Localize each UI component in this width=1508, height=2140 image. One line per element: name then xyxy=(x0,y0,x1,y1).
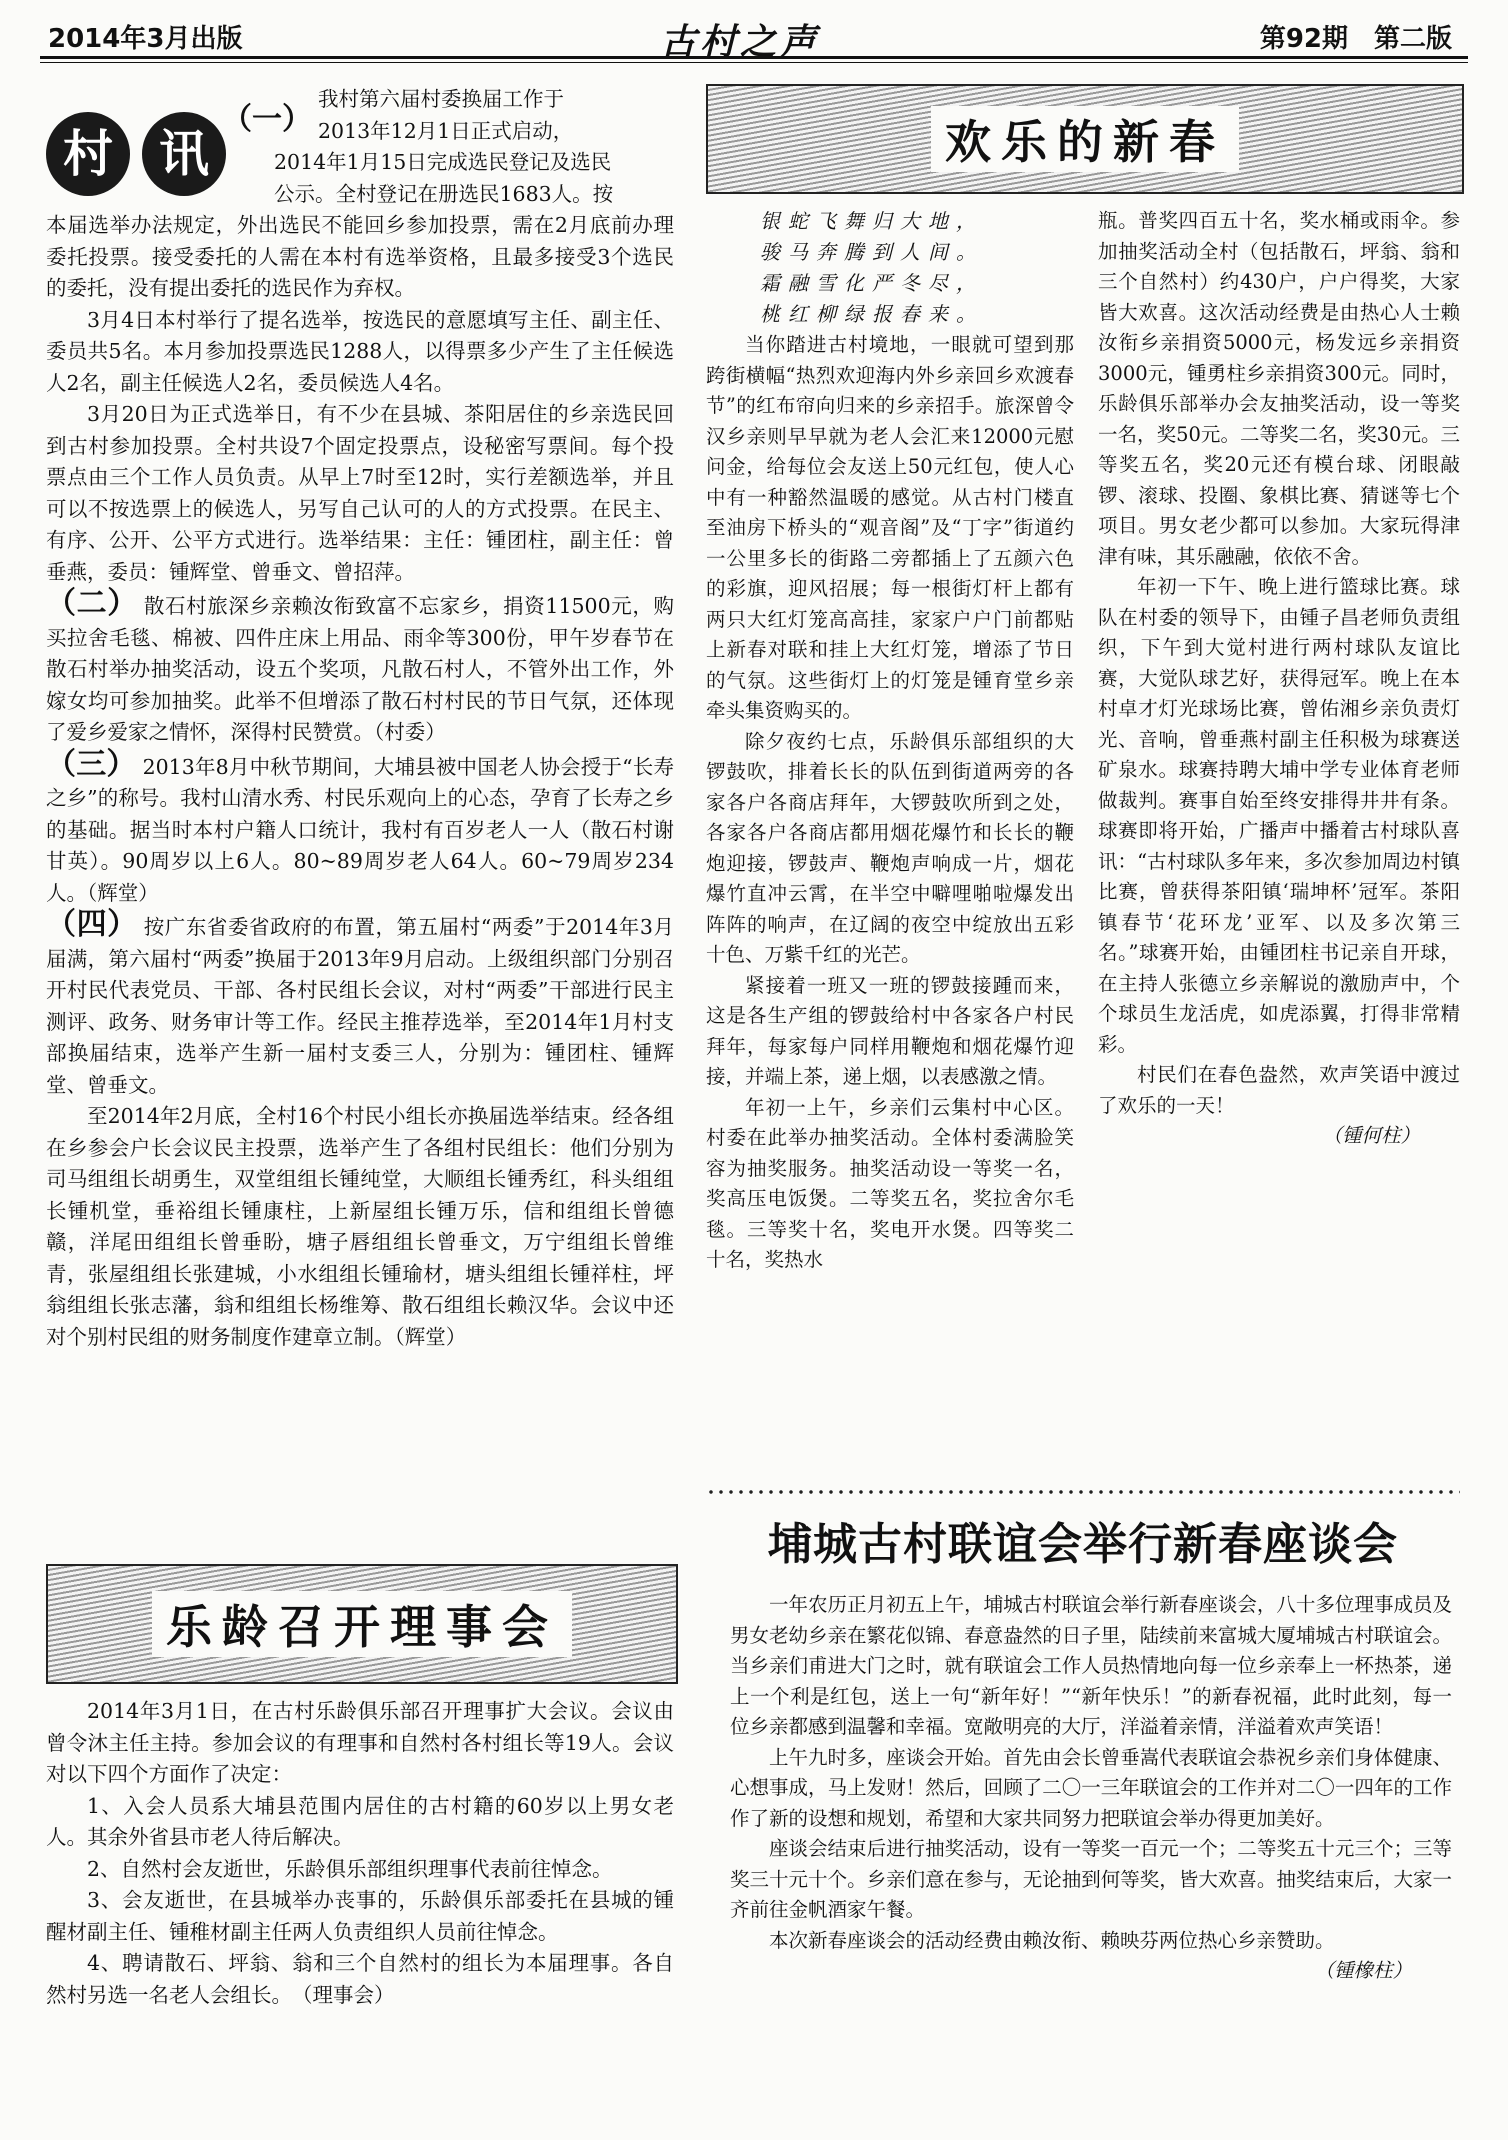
section-2-mark: （二） xyxy=(46,586,138,621)
xinchun-signature: （锺何柱） xyxy=(1322,1124,1420,1147)
lianyi-p1: 一年农历正月初五上午，埔城古村联谊会举行新春座谈会，八十多位理事成员及男女老幼乡亲在繁花似锦、春意盎然的日子里，陆续前来富城大厦埔城古村联谊会。当乡亲们甫进大门之时，就有联谊会工作人员热情地向每一位乡亲奉上一杯热茶，递上一个利是红包，送上一句“新年好！”“新年快乐！”的新春祝福，此时此刻，每一位乡亲都感到温馨和幸福。宽敞明亮的大厅，洋溢着亲情，洋溢着欢声笑语！ xyxy=(730,1593,1452,1738)
xinchun-column-a xyxy=(706,330,1074,1276)
section-3 xyxy=(46,746,674,910)
xinchun-a-p4: 年初一上午，乡亲们云集村中心区。村委在此举办抽奖活动。全体村委满脸笑容为抽奖服务。抽奖活动设一等奖一名，奖高压电饭煲。二等奖五名，奖拉舍尔毛毯。三等奖十名，奖电开水煲。四等奖二十名，奖热水 xyxy=(706,1095,1074,1271)
section-4-mark: （四） xyxy=(46,907,138,942)
leling-title: 乐龄召开理事会 xyxy=(152,1591,572,1657)
xinchun-b-p3: 村民们在春色盎然，欢声笑语中渡过了欢乐的一天！ xyxy=(1098,1063,1460,1117)
xinchun-a-p2: 除夕夜约七点，乐龄俱乐部组织的大锣鼓吹，排着长长的队伍到街道两旁的各家各户各商店拜年，大锣鼓吹所到之处，各家各户各商店都用烟花爆竹和长长的鞭炮迎接，锣鼓声、鞭炮声响成一片，烟花爆竹直冲云霄，在半空中噼哩啪啦爆发出阵阵的响声，在辽阔的夜空中绽放出五彩十色、万紫千红的光芒。 xyxy=(706,729,1074,966)
header-rule-thin xyxy=(40,62,1468,63)
election-paragraph: 3月20日为正式选举日，有不少在县城、茶阳居住的乡亲选民回到古村参加投票。全村共设7个固定投票点，设秘密写票间。每个投票点由三个工作人员负责。从早上7时至12时，实行差额选举，并且可以不按选票上的候选人，另写自己认可的人的方式投票。在民主、有序、公开、公平方式进行。选举结果：主任：锺团柱，副主任：曾垂燕，委员：锺辉堂、曾垂文、曾招萍。 xyxy=(46,402,674,584)
xinchun-title: 欢乐的新春 xyxy=(931,106,1239,172)
poem-line-3: 霜融雪化严冬尽， xyxy=(760,271,984,295)
xinchun-b-p1: 瓶。普奖四百五十名，奖水桶或雨伞。参加抽奖活动全村（包括散石，坪翁、翁和三个自然村）约430户，户户得奖，大家皆大欢喜。这次活动经费是由热心人士赖汝衔乡亲捐资5000元，杨发远乡亲捐资3000元，锺勇柱乡亲捐资300元。同时，乐龄俱乐部举办会友抽奖活动，设一等奖一名，奖50元。二等奖二名，奖30元。三等奖五名，奖20元还有模台球、闭眼敲锣、滚球、投圈、象棋比赛、猜谜等七个项目。男女老少都可以参加。大家玩得津津有味，其乐融融，依依不舍。 xyxy=(1098,209,1460,568)
section-2 xyxy=(46,588,674,749)
section-2-text: 散石村旅深乡亲赖汝衔致富不忘家乡，捐资11500元，购买拉舍毛毯、棉被、四件庄床上用品、雨伞等300份，甲午岁春节在散石村举办抽奖活动，设五个奖项，凡散石村人，不管外出工作，外嫁女均可参加抽奖。此举不但增添了散石村村民的节日气氛，还体现了爱乡爱家之情怀，深得村民赞赏。 xyxy=(46,594,675,744)
leling-item-2: 2、自然村会友逝世，乐龄俱乐部组织理事代表前往悼念。 xyxy=(87,1856,613,1881)
group-leaders-signature: （辉堂） xyxy=(394,1324,467,1349)
lianyi-article xyxy=(730,1590,1452,1987)
section-2-signature: （村委） xyxy=(374,720,446,744)
section-1-line-1: 我村第六届村委换届工作于 xyxy=(318,87,564,111)
section-1-rest: 本届选举办法规定，外出选民不能回乡参加投票，需在2月底前办理委托投票。接受委托的人需在本村有选举资格，且最多接受3个选民的委托，没有提出委托的选民作为弃权。 xyxy=(46,213,674,300)
leling-article xyxy=(46,1696,674,2011)
section-4 xyxy=(46,909,674,1101)
page-header xyxy=(40,14,1468,63)
issue-number: 第92期 第二版 xyxy=(1259,24,1452,54)
leling-item-3: 3、会友逝世，在县城举办丧事的，乐龄俱乐部委托在县城的锺醒材副主任、锺稚材副主任两人负责组织人员前往悼念。 xyxy=(46,1888,674,1944)
xinchun-banner xyxy=(706,84,1464,194)
section-1-mark: （一） xyxy=(222,102,312,137)
nomination-paragraph: 3月4日本村举行了提名选举，按选民的意愿填写主任、副主任、委员共5名。本月参加投票选民1288人，以得票多少产生了主任候选人2名，副主任候选人2名，委员候选人4名。 xyxy=(46,307,674,395)
cunxun-column xyxy=(46,84,674,1353)
section-1-line-4: 公示。全村登记在册选民1683人。按 xyxy=(274,181,614,206)
spring-poem xyxy=(760,206,984,330)
leling-item-1: 1、入会人员系大埔县范围内居住的古村籍的60岁以上男女老人。其余外省县市老人待后解决。 xyxy=(46,1793,674,1849)
cunxun-char-2: 讯 xyxy=(142,112,226,196)
lianyi-p3: 座谈会结束后进行抽奖活动，设有一等奖一百元一个；二等奖五十元三个；三等奖三十元十个。乡亲们意在参与，无论抽到何等奖，皆大欢喜。抽奖结束后，大家一齐前往金帆酒家午餐。 xyxy=(730,1837,1452,1921)
leling-signature: （理事会） xyxy=(302,1982,395,2007)
lianyi-p4: 本次新春座谈会的活动经费由赖汝衔、赖映芬两位热心乡亲赞助。 xyxy=(769,1928,1335,1952)
leling-banner xyxy=(46,1564,678,1684)
group-leaders-text: 至2014年2月底，全村16个村民小组长亦换届选举结束。经各组在乡参会户长会议民主投票，选举产生了各组村民组长：他们分别为司马组组长胡勇生，双堂组组长锺纯堂，大顺组长锺秀红，科头组组长锺机堂，垂裕组长锺康柱，上新屋组长锺万乐，信和组组长曾德赣，洋尾田组组长曾垂盼，塘子唇组组长曾垂文，万宁组组长曾维青，张屋组组长张建城，小水组组长锺瑜材，塘头组组长锺祥柱，坪翁组组长张志藩，翁和组组长杨维筹、散石组组长赖汉华。会议中还对个别村民组的财务制度作建章立制。 xyxy=(46,1104,674,1349)
cunxun-char-1: 村 xyxy=(46,112,130,196)
xinchun-b-p2: 年初一下午、晚上进行篮球比赛。球队在村委的领导下，由锺子昌老师负责组织，下午到大觉村进行两村球队友谊比赛，大觉队球艺好，获得冠军。晚上在本村卓才灯光球场比赛，曾佑湘乡亲负责灯光、音响，曾垂燕村副主任积极为球赛送矿泉水。球赛持聘大埔中学专业体育老师做裁判。赛事自始至终安排得井井有条。球赛即将开始，广播声中播着古村球队喜讯：“古村球队多年来，多次参加周边村镇比赛，曾获得茶阳镇‘瑞坤杯’冠军。茶阳镇春节‘花环龙’亚军、以及多次第三名。”球赛开始，由锺团柱书记亲自开球，在主持人张德立乡亲解说的激励声中，个个球员生龙活虎，如虎添翼，打得非常精彩。 xyxy=(1098,575,1460,1056)
section-3-signature: （辉堂） xyxy=(87,880,159,905)
lianyi-signature: （锺橡柱） xyxy=(1314,1959,1412,1982)
section-3-text: 2013年8月中秋节期间，大埔县被中国老人协会授于“长寿之乡”的称号。我村山清水秀、村民乐观向上的心态，孕育了长寿之乡的基础。据当时本村户籍人口统计，我村有百岁老人一人（散石村谢甘英）。90周岁以上6人。80~89周岁老人64人。60~79周岁234人。 xyxy=(46,754,674,905)
header-rule xyxy=(40,56,1468,59)
poem-line-2: 骏马奔腾到人间。 xyxy=(760,240,984,264)
issue-date: 2014年3月出版 xyxy=(48,24,243,54)
poem-line-1: 银蛇飞舞归大地， xyxy=(760,209,984,233)
poem-line-4: 桃红柳绿报春来。 xyxy=(760,302,984,326)
section-3-mark: （三） xyxy=(46,746,137,782)
xinchun-a-p3: 紧接着一班又一班的锣鼓接踵而来，这是各生产组的锣鼓给村中各家各户村民拜年，每家每户同样用鞭炮和烟花爆竹迎接，并端上茶，递上烟，以表感激之情。 xyxy=(706,973,1074,1088)
leling-intro: 2014年3月1日，在古村乐龄俱乐部召开理事扩大会议。会议由曾令沐主任主持。参加会议的有理事和自然村各村组长等19人。会议对以下四个方面作了决定： xyxy=(46,1699,674,1786)
section-1-line-3: 2014年1月15日完成选民登记及选民 xyxy=(274,150,612,174)
section-1-line-2: 2013年12月1日正式启动， xyxy=(318,118,574,143)
xinchun-a-p1: 当你踏进古村境地，一眼就可望到那跨街横幅“热烈欢迎海内外乡亲回乡欢渡春节”的红布帘向归来的乡亲招手。旅深曾令汉乡亲则早早就为老人会汇来12000元慰问金，给每位会友送上50元红包，使人心中有一种豁然温暖的感觉。从古村门楼直至油房下桥头的“观音阁”及“丁字”街道约一公里多长的街路二旁都插上了五颜六色的彩旗，迎风招展；每一根街灯杆上都有两只大红灯笼高高挂，家家户户门前都贴上新春对联和挂上大红灯笼，增添了节日的气氛。这些街灯上的灯笼是锺育堂乡亲牵头集资购买的。 xyxy=(706,333,1074,722)
group-leaders-paragraph xyxy=(46,1101,674,1353)
leling-item-4 xyxy=(46,1948,674,2011)
leling-item-4-text: 4、聘请散石、坪翁、翁和三个自然村的组长为本届理事。各自然村另选一名老人会组长。 xyxy=(46,1951,674,2007)
section-4-text: 按广东省委省政府的布置，第五届村“两委”于2014年3月届满，第六届村“两委”换届于2013年9月启动。上级组织部门分别召开村民代表党员、干部、各村民组长会议，对村“两委”干部进行民主测评、政务、财务审计等工作。经民主推荐选举，至2014年1月村支部换届结束，选举产生新一届村支委三人，分别为：锺团柱、锺辉堂、曾垂文。 xyxy=(46,915,674,1097)
newspaper-title: 古村之声 xyxy=(660,21,821,63)
section-divider xyxy=(706,1488,1460,1496)
lianyi-p2: 上午九时多，座谈会开始。首先由会长曾垂嵩代表联谊会恭祝乡亲们身体健康、心想事成，马上发财！然后，回顾了二〇一三年联谊会的工作并对二〇一四年的工作作了新的设想和规划，希望和大家共同努力把联谊会举办得更加美好。 xyxy=(730,1745,1452,1830)
lianyi-title: 埔城古村联谊会举行新春座谈会 xyxy=(768,1519,1398,1570)
xinchun-column-b xyxy=(1098,206,1460,1152)
section-1-head xyxy=(222,84,674,210)
